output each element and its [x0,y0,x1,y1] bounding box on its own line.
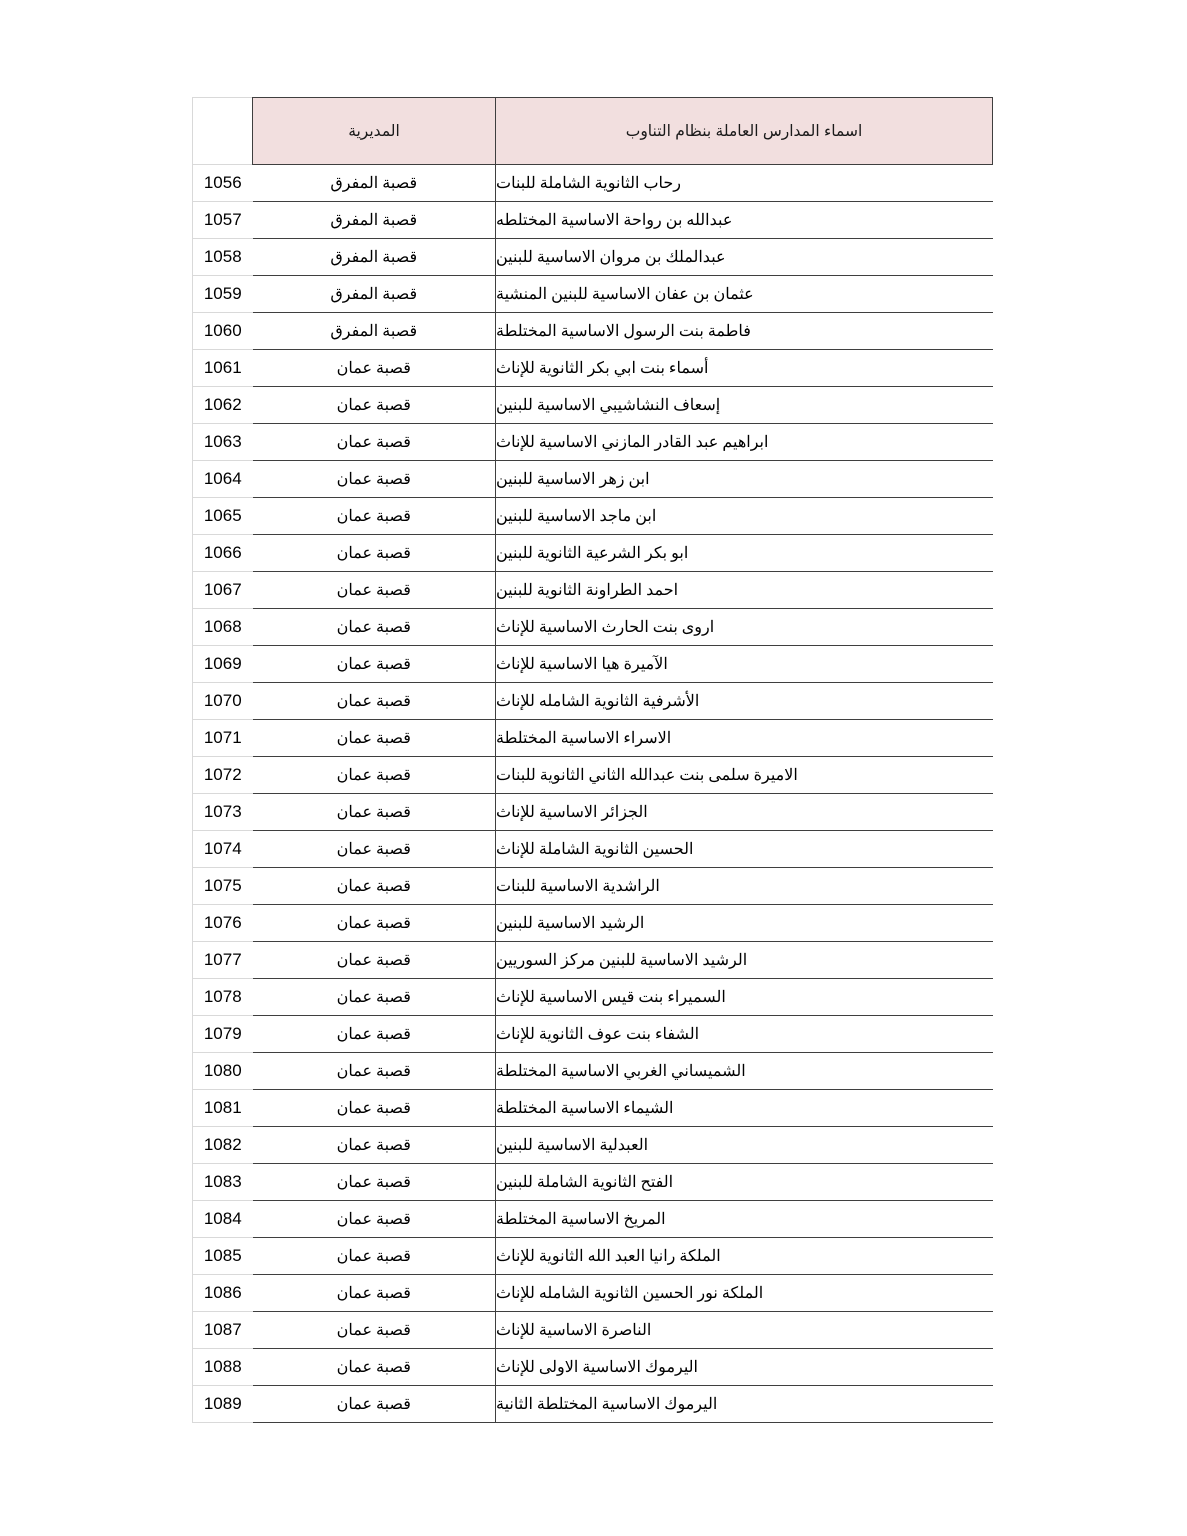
cell-index: 1080 [193,1053,253,1090]
cell-index: 1088 [193,1349,253,1386]
cell-index: 1076 [193,905,253,942]
schools-table [192,97,993,1423]
cell-index: 1071 [193,720,253,757]
cell-school-name: الاسراء الاساسية المختلطة [496,720,993,757]
cell-directorate: قصبة عمان [253,1201,496,1238]
cell-index: 1057 [193,202,253,239]
cell-index: 1058 [193,239,253,276]
table-row [193,794,993,831]
table-body [193,165,993,1423]
table-row [193,1312,993,1349]
cell-index: 1072 [193,757,253,794]
cell-directorate: قصبة عمان [253,905,496,942]
cell-school-name: الملكة رانيا العبد الله الثانوية للإناث [496,1238,993,1275]
cell-school-name: عثمان بن عفان الاساسية للبنين المنشية [496,276,993,313]
cell-directorate: قصبة عمان [253,1127,496,1164]
cell-directorate: قصبة عمان [253,498,496,535]
table-row [193,461,993,498]
cell-directorate: قصبة عمان [253,720,496,757]
table-row [193,165,993,202]
cell-directorate: قصبة المفرق [253,165,496,202]
table-row [193,424,993,461]
table-row [193,942,993,979]
cell-index: 1066 [193,535,253,572]
cell-directorate: قصبة عمان [253,1349,496,1386]
table-row [193,905,993,942]
cell-school-name: عبدالملك بن مروان الاساسية للبنين [496,239,993,276]
cell-directorate: قصبة عمان [253,1275,496,1312]
cell-school-name: ابن ماجد الاساسية للبنين [496,498,993,535]
cell-index: 1077 [193,942,253,979]
column-header-directorate: المديرية [253,98,496,165]
cell-index: 1060 [193,313,253,350]
cell-index: 1059 [193,276,253,313]
column-header-index [193,98,253,165]
cell-directorate: قصبة عمان [253,424,496,461]
cell-school-name: الفتح الثانوية الشاملة للبنين [496,1164,993,1201]
cell-school-name: الأشرفية الثانوية الشامله للإناث [496,683,993,720]
cell-school-name: الشميساني الغربي الاساسية المختلطة [496,1053,993,1090]
cell-school-name: السميراء بنت قيس الاساسية للإناث [496,979,993,1016]
schools-table-container [193,97,993,1423]
cell-directorate: قصبة عمان [253,461,496,498]
table-row [193,646,993,683]
table-row [193,757,993,794]
cell-directorate: قصبة عمان [253,979,496,1016]
cell-school-name: فاطمة بنت الرسول الاساسية المختلطة [496,313,993,350]
cell-school-name: رحاب الثانوية الشاملة للبنات [496,165,993,202]
table-row [193,1386,993,1423]
cell-directorate: قصبة عمان [253,387,496,424]
cell-school-name: اروى بنت الحارث الاساسية للإناث [496,609,993,646]
cell-school-name: الرشيد الاساسية للبنين مركز السوريين [496,942,993,979]
cell-index: 1067 [193,572,253,609]
cell-school-name: ابو بكر الشرعية الثانوية للبنين [496,535,993,572]
cell-index: 1086 [193,1275,253,1312]
cell-school-name: الشيماء الاساسية المختلطة [496,1090,993,1127]
table-row [193,276,993,313]
cell-directorate: قصبة عمان [253,683,496,720]
cell-directorate: قصبة المفرق [253,313,496,350]
cell-directorate: قصبة عمان [253,1238,496,1275]
cell-school-name: اليرموك الاساسية الاولى للإناث [496,1349,993,1386]
table-row [193,535,993,572]
cell-directorate: قصبة عمان [253,572,496,609]
table-row [193,1201,993,1238]
table-row [193,1127,993,1164]
cell-school-name: الشفاء بنت عوف الثانوية للإناث [496,1016,993,1053]
cell-school-name: أسماء بنت ابي بكر الثانوية للإناث [496,350,993,387]
table-row [193,572,993,609]
cell-school-name: عبدالله بن رواحة الاساسية المختلطه [496,202,993,239]
cell-directorate: قصبة عمان [253,609,496,646]
cell-directorate: قصبة عمان [253,1016,496,1053]
table-row [193,868,993,905]
cell-index: 1065 [193,498,253,535]
cell-index: 1074 [193,831,253,868]
cell-directorate: قصبة عمان [253,535,496,572]
cell-index: 1070 [193,683,253,720]
table-row [193,1164,993,1201]
table-header-row [193,98,993,165]
table-row [193,498,993,535]
table-row [193,609,993,646]
cell-school-name: ابراهيم عبد القادر المازني الاساسية للإناث [496,424,993,461]
cell-directorate: قصبة المفرق [253,202,496,239]
table-row [193,831,993,868]
cell-directorate: قصبة عمان [253,1053,496,1090]
table-row [193,239,993,276]
cell-directorate: قصبة المفرق [253,276,496,313]
cell-school-name: اليرموك الاساسية المختلطة الثانية [496,1386,993,1423]
table-row [193,979,993,1016]
cell-index: 1083 [193,1164,253,1201]
cell-index: 1085 [193,1238,253,1275]
cell-school-name: الراشدية الاساسية للبنات [496,868,993,905]
table-row [193,1090,993,1127]
cell-index: 1089 [193,1386,253,1423]
cell-directorate: قصبة عمان [253,1164,496,1201]
cell-index: 1082 [193,1127,253,1164]
table-row [193,1349,993,1386]
cell-index: 1073 [193,794,253,831]
cell-directorate: قصبة عمان [253,868,496,905]
cell-school-name: الآميرة هيا الاساسية للإناث [496,646,993,683]
table-row [193,313,993,350]
cell-index: 1069 [193,646,253,683]
cell-directorate: قصبة المفرق [253,239,496,276]
cell-school-name: العبدلية الاساسية للبنين [496,1127,993,1164]
table-row [193,683,993,720]
cell-school-name: الناصرة الاساسية للإناث [496,1312,993,1349]
cell-school-name: الاميرة سلمى بنت عبدالله الثاني الثانوية للبنات [496,757,993,794]
table-row [193,1053,993,1090]
cell-directorate: قصبة عمان [253,1386,496,1423]
table-header [193,98,993,165]
cell-index: 1084 [193,1201,253,1238]
cell-index: 1068 [193,609,253,646]
cell-school-name: الملكة نور الحسين الثانوية الشامله للإناث [496,1275,993,1312]
cell-index: 1061 [193,350,253,387]
cell-school-name: احمد الطراونة الثانوية للبنين [496,572,993,609]
cell-school-name: المريخ الاساسية المختلطة [496,1201,993,1238]
cell-index: 1056 [193,165,253,202]
table-row [193,202,993,239]
cell-school-name: إسعاف النشاشيبي الاساسية للبنين [496,387,993,424]
cell-school-name: ابن زهر الاساسية للبنين [496,461,993,498]
table-row [193,350,993,387]
cell-school-name: الجزائر الاساسية للإناث [496,794,993,831]
cell-directorate: قصبة عمان [253,1090,496,1127]
table-row [193,1275,993,1312]
cell-index: 1078 [193,979,253,1016]
cell-directorate: قصبة عمان [253,794,496,831]
cell-index: 1063 [193,424,253,461]
cell-school-name: الحسين الثانوية الشاملة للإناث [496,831,993,868]
cell-index: 1087 [193,1312,253,1349]
cell-school-name: الرشيد الاساسية للبنين [496,905,993,942]
cell-index: 1062 [193,387,253,424]
column-header-school-name: اسماء المدارس العاملة بنظام التناوب [496,98,993,165]
cell-directorate: قصبة عمان [253,942,496,979]
table-row [193,1238,993,1275]
cell-index: 1079 [193,1016,253,1053]
cell-directorate: قصبة عمان [253,646,496,683]
table-row [193,387,993,424]
cell-index: 1081 [193,1090,253,1127]
cell-index: 1064 [193,461,253,498]
table-row [193,1016,993,1053]
table-row [193,720,993,757]
cell-directorate: قصبة عمان [253,831,496,868]
cell-directorate: قصبة عمان [253,1312,496,1349]
cell-index: 1075 [193,868,253,905]
cell-directorate: قصبة عمان [253,757,496,794]
cell-directorate: قصبة عمان [253,350,496,387]
